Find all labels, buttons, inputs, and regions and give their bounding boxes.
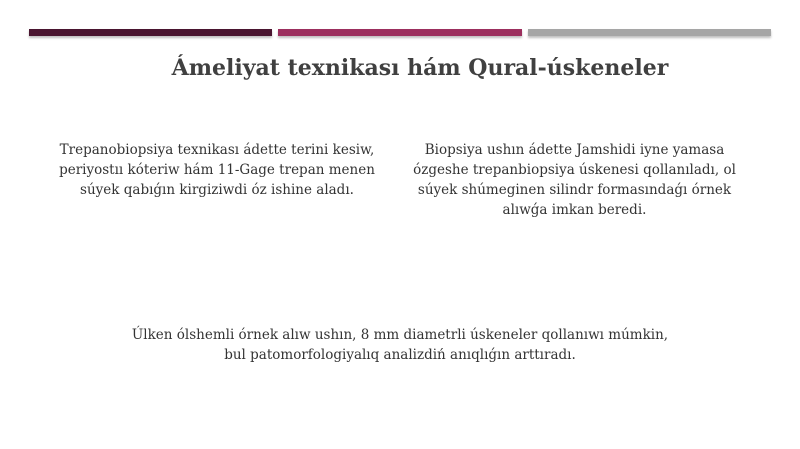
decorative-bar-magenta [278, 29, 522, 36]
paragraph-bottom: Úlken ólshemli órnek alıw ushın, 8 mm diametrli úskeneler qollanıwı múmkin, bul patomorfologiyalıq analizdiń anıqlıǵın arttıradı. [131, 327, 669, 363]
paragraph-right: Biopsiya ushın ádette Jamshidi iyne yamasa ózgeshe trepanbiopsiya úskenesi qollanıladı, ol súyek shúmeginen silindr formasındaǵı órnek alıwǵa imkan beredi. [413, 142, 736, 218]
decorative-bar-dark [29, 29, 272, 36]
paragraph-left: Trepanobiopsiya texnikası ádette terini kesiw, periyostıı kóteriw hám 11-Gage trepan menen súyek qabıǵın kirgiziwdi óz ishine aladı. [59, 142, 375, 198]
slide-title: Ámeliyat texnikası hám Qural-úskeneler [171, 55, 669, 81]
decorative-bar-gray [528, 29, 771, 36]
